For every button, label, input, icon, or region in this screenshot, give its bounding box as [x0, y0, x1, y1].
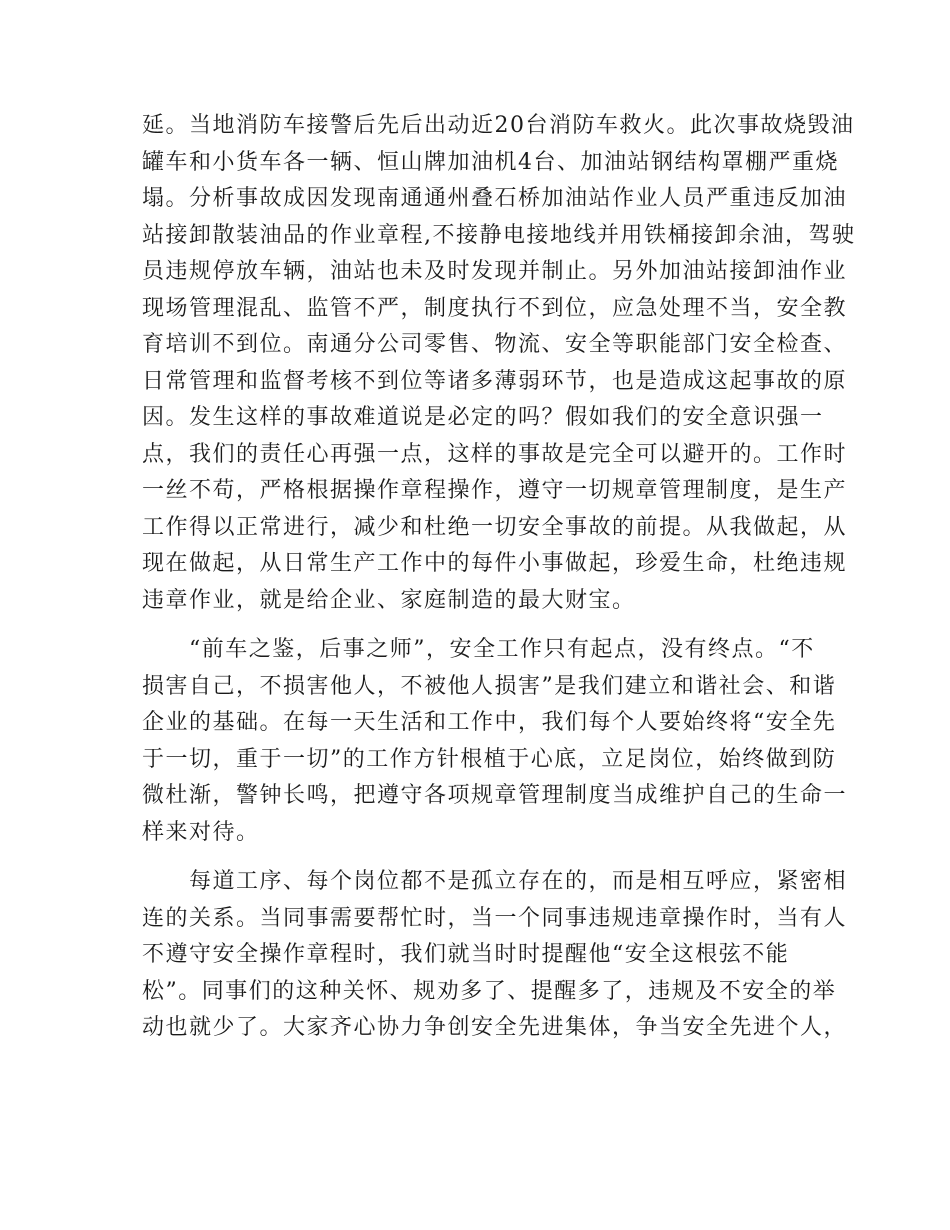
- text-line: 于一切，重于一切”的工作方针根植于心底，立足岗位，始终做到防: [142, 746, 837, 772]
- text-line: 现在做起，从日常生产工作中的每件小事做起，珍爱生命，杜绝违规: [142, 551, 848, 576]
- paragraph-1: [142, 108, 856, 619]
- document-page: [142, 108, 856, 1047]
- text-line: 一丝不苟，严格根据操作章程操作，遵守一切规章管理制度，是生产: [142, 478, 848, 503]
- text-line: 连的关系。当同事需要帮忙时，当一个同事违规违章操作时，当有人: [142, 905, 848, 931]
- text-line: 延。当地消防车接警后先后出动近20台消防车救火。此次事故烧毁油: [142, 113, 855, 138]
- text-line: 塌。分析事故成因发现南通通州叠石桥加油站作业人员严重违反加油: [142, 186, 848, 211]
- text-line: 损害自己，不损害他人，不被他人损害”是我们建立和谐社会、和谐: [142, 673, 837, 699]
- text-line: 因。发生这样的事故难道说是必定的吗？假如我们的安全意识强一: [142, 405, 824, 430]
- text-line: 站接卸散装油品的作业章程,不接静电接地线并用铁桶接卸余油，驾驶: [142, 222, 856, 248]
- text-line: 点，我们的责任心再强一点，这样的事故是完全可以避开的。工作时: [142, 441, 848, 467]
- text-line: 日常管理和监督考核不到位等诸多薄弱环节，也是造成这起事故的原: [142, 368, 848, 394]
- text-line: “前车之鉴，后事之师”，安全工作只有起点，没有终点。“不: [142, 637, 815, 662]
- text-line: 样来对待。: [142, 819, 260, 845]
- paragraph-3: [142, 864, 848, 1047]
- paragraph-spacer: [142, 851, 810, 864]
- text-line: 罐车和小货车各一辆、恒山牌加油机4台、加油站钢结构罩棚严重烧: [142, 149, 839, 175]
- text-line: 工作得以正常进行，减少和杜绝一切安全事故的前提。从我做起，从: [142, 514, 848, 540]
- text-line: 违章作业，就是给企业、家庭制造的最大财宝。: [142, 587, 636, 613]
- text-line: 松”。同事们的这种关怀、规劝多了、提醒多了，违规及不安全的举: [142, 978, 837, 1004]
- text-line: 现场管理混乱、监管不严，制度执行不到位，应急处理不当，安全教: [142, 295, 848, 321]
- text-line: 微杜渐，警钟长鸣，把遵守各项规章管理制度当成维护自己的生命一: [142, 783, 848, 808]
- text-line: 企业的基础。在每一天生活和工作中，我们每个人要始终将“安全先: [142, 710, 837, 735]
- text-line: 每道工序、每个岗位都不是孤立存在的，而是相互呼应，紧密相: [142, 869, 848, 894]
- paragraph-spacer: [142, 619, 810, 632]
- text-line: 员违规停放车辆，油站也未及时发现并制止。另外加油站接卸油作业: [142, 259, 848, 284]
- text-line: 育培训不到位。南通分公司零售、物流、安全等职能部门安全检查、: [142, 332, 848, 357]
- paragraph-2: [142, 632, 848, 851]
- text-line: 动也就少了。大家齐心协力争创安全先进集体，争当安全先进个人，: [142, 1015, 848, 1040]
- text-line: 不遵守安全操作章程时，我们就当时时提醒他“安全这根弦不能: [142, 942, 790, 967]
